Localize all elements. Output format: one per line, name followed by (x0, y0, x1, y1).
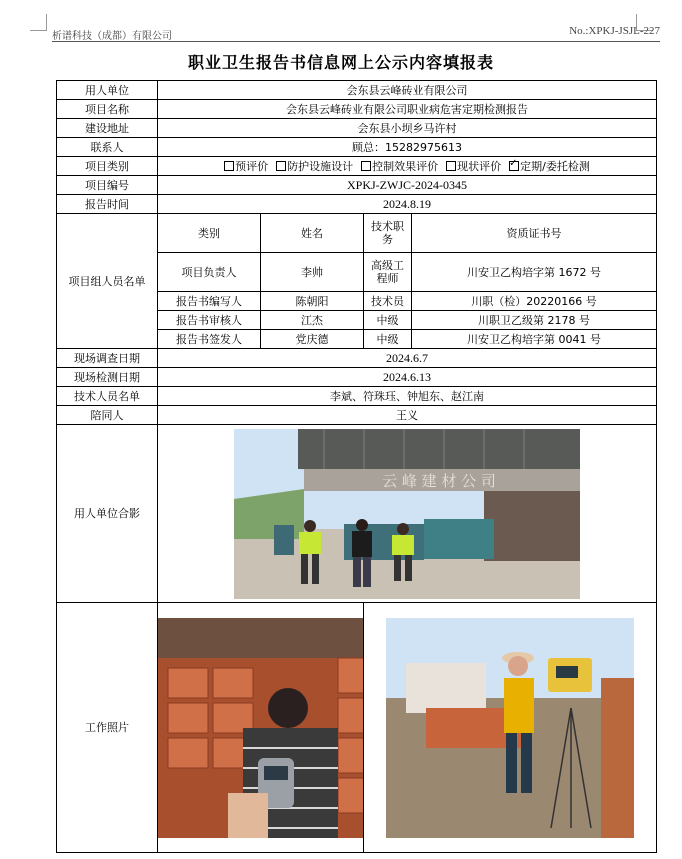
label: 工作照片 (57, 603, 158, 853)
team-col-name: 姓名 (261, 214, 364, 253)
member-name: 党庆德 (261, 330, 364, 349)
row-survey-date (57, 349, 657, 368)
work-photo-bricks (158, 618, 364, 838)
member-role: 报告书签发人 (158, 330, 261, 349)
member-title: 技术员 (364, 292, 412, 311)
member-title: 中级 (364, 311, 412, 330)
option-label: 现状评价 (457, 159, 502, 173)
label: 技术人员名单 (57, 387, 158, 406)
row-contact (57, 138, 657, 157)
member-cert: 川安卫乙构培字第 0041 号 (412, 330, 657, 349)
value-companion: 王义 (158, 406, 657, 425)
factory-sign: 云 峰 建 材 公 司 (382, 471, 496, 490)
checkbox-pre-eval[interactable] (224, 161, 234, 171)
row-technicians (57, 387, 657, 406)
checkbox-status-eval[interactable] (446, 161, 456, 171)
value-contact: 顾总：15282975613 (158, 138, 657, 157)
group-photo-cell (158, 425, 657, 603)
option-label: 防护设施设计 (287, 159, 354, 173)
value-address: 会东县小坝乡马许村 (158, 119, 657, 138)
document-number: No.:XPKJ-JSJL-227 (569, 25, 660, 37)
label: 项目类别 (57, 157, 158, 176)
value-employer: 会东县云峰砖业有限公司 (158, 81, 657, 100)
member-title: 中级 (364, 330, 412, 349)
row-companion (57, 406, 657, 425)
member-name: 陈朝阳 (261, 292, 364, 311)
work-photo-sampling (386, 618, 634, 838)
team-col-title: 技术职务 (364, 214, 412, 253)
member-cert: 川安卫乙构培字第 1672 号 (412, 253, 657, 292)
row-category (57, 157, 657, 176)
value-technicians: 李斌、符珠珏、钟旭东、赵江南 (158, 387, 657, 406)
label: 项目编号 (57, 176, 158, 195)
page-title: 职业卫生报告书信息网上公示内容填报表 (187, 53, 494, 72)
option-label: 预评价 (235, 159, 269, 173)
row-address (57, 119, 657, 138)
team-col-cert: 资质证书号 (412, 214, 657, 253)
header-rule (52, 41, 660, 42)
label: 项目名称 (57, 100, 158, 119)
row-project-no (57, 176, 657, 195)
row-work-photos (57, 603, 657, 853)
row-test-date (57, 368, 657, 387)
group-photo (234, 429, 580, 599)
row-employer (57, 81, 657, 100)
member-title: 高级工程师 (364, 253, 412, 292)
member-name: 江杰 (261, 311, 364, 330)
crop-mark-left (30, 14, 47, 31)
option-label: 定期/委托检测 (520, 159, 590, 173)
company-header: 析谱科技（成都）有限公司 (52, 31, 172, 42)
option-label: 控制效果评价 (372, 159, 439, 173)
label: 联系人 (57, 138, 158, 157)
value-survey-date: 2024.6.7 (158, 349, 657, 368)
team-col-role: 类别 (158, 214, 261, 253)
member-role: 报告书审核人 (158, 311, 261, 330)
work-photo-right-cell (364, 603, 657, 853)
label: 现场检测日期 (57, 368, 158, 387)
label: 现场调查日期 (57, 349, 158, 368)
row-report-time (57, 195, 657, 214)
member-cert: 川职卫乙级第 2178 号 (412, 311, 657, 330)
member-role: 项目负责人 (158, 253, 261, 292)
info-table (56, 80, 657, 853)
value-project-no: XPKJ-ZWJC-2024-0345 (158, 176, 657, 195)
row-group-photo (57, 425, 657, 603)
label: 建设地址 (57, 119, 158, 138)
air-sampler-icon (548, 658, 592, 692)
checkbox-control-eval[interactable] (361, 161, 371, 171)
checkbox-periodic-test[interactable] (509, 161, 519, 171)
label-team: 项目组人员名单 (57, 214, 158, 349)
member-role: 报告书编写人 (158, 292, 261, 311)
row-team-header (57, 214, 657, 253)
text-cursor (656, 430, 657, 442)
label: 报告时间 (57, 195, 158, 214)
label: 用人单位合影 (57, 425, 158, 603)
member-cert: 川职（检）20220166 号 (412, 292, 657, 311)
value-project-name: 会东县云峰砖业有限公司职业病危害定期检测报告 (158, 100, 657, 119)
label: 陪同人 (57, 406, 158, 425)
label: 用人单位 (57, 81, 158, 100)
checkbox-protection-design[interactable] (276, 161, 286, 171)
value-report-time: 2024.8.19 (158, 195, 657, 214)
work-photo-left-cell (158, 603, 364, 853)
value-test-date: 2024.6.13 (158, 368, 657, 387)
category-options (158, 157, 657, 176)
member-name: 李帅 (261, 253, 364, 292)
row-project-name (57, 100, 657, 119)
